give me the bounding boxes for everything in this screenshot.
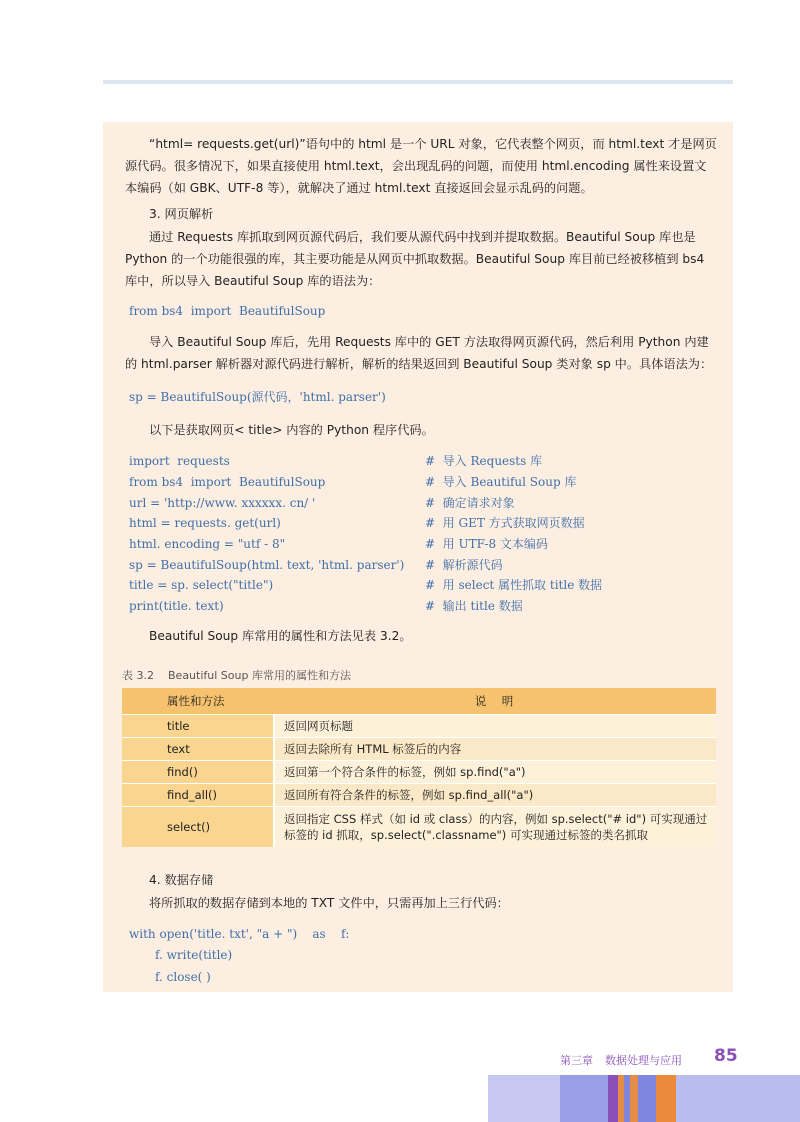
table-header-row: [122, 688, 716, 715]
code-line: html = requests. get(url): [129, 516, 281, 530]
page-number: 85: [714, 1046, 738, 1066]
chapter-title: 数据处理与应用: [605, 1054, 682, 1067]
running-footer: [560, 1052, 694, 1068]
code-import-bs4: from bs4 import BeautifulSoup: [129, 304, 326, 318]
table-cell-desc: 返回网页标题: [274, 715, 716, 738]
chapter-label: 第三章: [560, 1054, 593, 1067]
paragraph-3: 导入 Beautiful Soup 库后，先用 Requests 库中的 GET 方法取得网页源代码，然后利用 Python 内建的 html.parser 解析器对源代码进行解析，解析的结果返回到 Beautiful Soup 类对象 sp 中。具体语法为：: [125, 335, 713, 371]
code-line: url = 'http://www. xxxxxx. cn/ ': [129, 496, 316, 510]
table-row: [122, 738, 716, 761]
paragraph-4: 以下是获取网页< title> 内容的 Python 程序代码。: [149, 423, 434, 437]
table-number: 表 3.2: [122, 669, 154, 682]
table-header-cell: 说 明: [274, 688, 716, 715]
code-line: title = sp. select("title"): [129, 578, 274, 592]
table-row: [122, 761, 716, 784]
code-line: html. encoding = "utf - 8": [129, 537, 286, 551]
section-heading-3: 3. 网页解析: [149, 207, 214, 221]
content-panel: [103, 122, 733, 992]
code-comment: # 导入 Beautiful Soup 库: [425, 475, 577, 489]
table-cell-desc: 返回去除所有 HTML 标签后的内容: [274, 738, 716, 761]
color-bar: [608, 1075, 618, 1122]
code-comment: # 解析源代码: [425, 558, 503, 572]
code-close: f. close( ): [155, 970, 211, 984]
code-comment: # 导入 Requests 库: [425, 454, 543, 468]
table-cell-desc: 返回指定 CSS 样式（如 id 或 class）的内容，例如 sp.select("# id") 可实现通过标签的 id 抓取，sp.select(".classname") 可实现通过标签的类名抓取: [274, 807, 716, 848]
color-bar: [560, 1075, 608, 1122]
decorative-color-bars: [488, 1075, 800, 1122]
table-cell-desc: 返回第一个符合条件的标签，例如 sp.find("a"): [274, 761, 716, 784]
section-heading-4: 4. 数据存储: [149, 873, 214, 887]
code-line: from bs4 import BeautifulSoup: [129, 475, 326, 489]
table-header-cell: 属性和方法: [122, 688, 274, 715]
table-title: Beautiful Soup 库常用的属性和方法: [168, 669, 351, 682]
code-line: sp = BeautifulSoup(html. text, 'html. parser'): [129, 558, 405, 572]
code-comment: # 用 select 属性抓取 title 数据: [425, 578, 603, 592]
code-beautifulsoup-syntax: sp = BeautifulSoup(源代码，'html. parser'): [129, 390, 386, 404]
table-cell-method: select(): [122, 807, 274, 848]
code-line: import requests: [129, 454, 230, 468]
paragraph-6: 将所抓取的数据存储到本地的 TXT 文件中，只需再加上三行代码：: [149, 896, 509, 910]
table-cell-method: title: [122, 715, 274, 738]
code-comment: # 输出 title 数据: [425, 599, 523, 613]
table-row: [122, 807, 716, 848]
top-rule: [103, 80, 733, 84]
code-comment: # 用 GET 方式获取网页数据: [425, 516, 585, 530]
table-caption: [122, 667, 365, 683]
color-bar: [638, 1075, 656, 1122]
code-comment: # 用 UTF-8 文本编码: [425, 537, 548, 551]
paragraph-1: “html= requests.get(url)”语句中的 html 是一个 URL 对象，它代表整个网页，而 html.text 才是网页源代码。很多情况下，如果直接使用 html.text，会出现乱码的问题，而使用 html.encoding 属性来设置文本编码（如 GBK、UTF-8 等），就解决了通过 html.text 直接返回会显示乱码的问题。: [125, 137, 717, 195]
code-write: f. write(title): [155, 948, 233, 962]
table-row: [122, 784, 716, 807]
color-bar: [630, 1075, 638, 1122]
paragraph-5: Beautiful Soup 库常用的属性和方法见表 3.2。: [149, 629, 412, 643]
methods-table: [122, 688, 716, 847]
table-cell-method: text: [122, 738, 274, 761]
table-cell-method: find_all(): [122, 784, 274, 807]
code-with-open: with open('title. txt', "a + ") as f:: [129, 927, 350, 941]
code-line: print(title. text): [129, 599, 224, 613]
table-row: [122, 715, 716, 738]
table-cell-method: find(): [122, 761, 274, 784]
table-cell-desc: 返回所有符合条件的标签，例如 sp.find_all("a"): [274, 784, 716, 807]
color-bar: [488, 1075, 560, 1122]
code-comment: # 确定请求对象: [425, 496, 515, 510]
paragraph-2: 通过 Requests 库抓取到网页源代码后，我们要从源代码中找到并提取数据。Beautiful Soup 库也是 Python 的一个功能很强的库，其主要功能是从网页中抓取数据。Beautiful Soup 库目前已经被移植到 bs4 库中，所以导入 Beautiful Soup 库的语法为：: [125, 230, 705, 288]
color-bar: [656, 1075, 676, 1122]
color-bar: [676, 1075, 800, 1122]
